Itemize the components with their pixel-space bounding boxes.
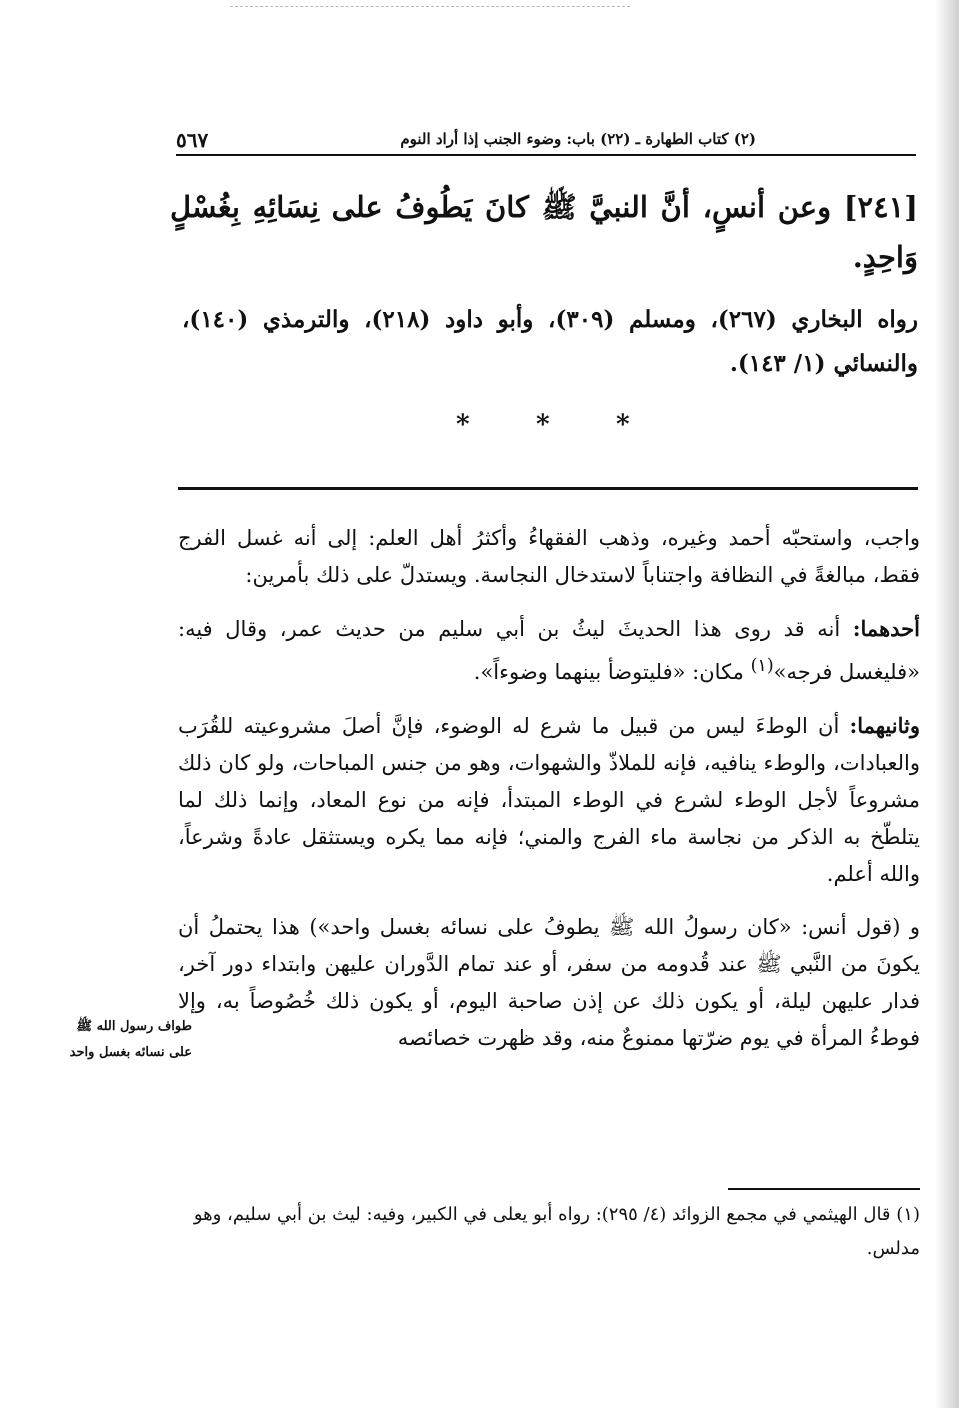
commentary-paragraph: واجب، واستحبّه أحمد وغيره، وذهب الفقهاءُ وأكثرُ أهل العلم: إلى أنه غسل الفرج فقط، مبالغةً في النظافة واجتناباً لاستدخال النجاسة. ويستدلّ على ذلك بأمرين: <box>178 526 920 587</box>
commentary-paragraph: و (قول أنس: «كان رسولُ الله ﷺ يطوفُ على نسائه بغسل واحد») هذا يحتملُ أن يكونَ من النَّبي ﷺ عند قُدومه من سفر، أو عند تمام الدَّوران عليهن وابتداء دور آخر، فدار عليهن ليلة، أو يكون ذلك عن إذن صاحبة اليوم، أو يكون ذلك خُصُوصاً به، وإلا فوطءُ المرأة في يوم ضرّتها ممنوعٌ منه، وقد ظهرت خصائصه <box>178 915 920 1050</box>
star-ornament: * <box>536 410 550 440</box>
section-separator-stars <box>420 410 680 440</box>
footnote <box>178 1198 920 1266</box>
commentary-text <box>178 520 920 1073</box>
section-divider <box>178 487 918 490</box>
page-number: ٥٦٧ <box>176 128 209 152</box>
footnote-marker: (١) <box>896 1204 920 1225</box>
hadith-number: [٢٤١] <box>843 190 918 224</box>
hadith-body: وعن أنسٍ، أنَّ النبيَّ ﷺ كانَ يَطُوفُ على نِسَائِهِ بِغُسْلٍ وَاحِدٍ. <box>170 190 918 274</box>
footnote-text: قال الهيثمي في مجمع الزوائد (٤/ ٢٩٥): رواه أبو يعلى في الكبير، وفيه: ليث بن أبي سليم، وهو مدلس. <box>193 1204 920 1259</box>
takhrij-references: رواه البخاري (٢٦٧)، ومسلم (٣٠٩)، وأبو داود (٢١٨)، والترمذي (١٤٠)، والنسائي (١/ ١٤٣). <box>182 306 918 377</box>
scan-page-edge <box>935 0 959 1408</box>
star-ornament: * <box>456 410 470 440</box>
footnote-separator <box>728 1188 920 1190</box>
running-header-title: (٢) كتاب الطهارة ـ (٢٢) باب: وضوء الجنب إذا أراد النوم <box>400 130 756 148</box>
paragraph-lead: أحدهما: <box>852 616 920 641</box>
commentary-paragraph: وثانيهما: أن الوطءَ ليس من قبيل ما شرع له الوضوء، فإنَّ أصلَ مشروعيته للقُرَب والعبادات، والوطء ينافيه، فإنه للملاذّ والشهوات، وهو من جنس المباحات، ولو كان ذلك مشروعاً لأجل الوطء لشرع في الوطء المبتدأ، فإنه من نوع المعاد، وإنما ذلك لما يتلطّخ به الذكر من نجاسة ماء الفرج والمني؛ فإنه مما يكره ويستثقل عادةً وشرعاً، والله أعلم. <box>178 713 920 886</box>
margin-note: طواف رسول الله ﷺ على نسائه بغسل واحد <box>69 1019 192 1060</box>
running-header <box>176 128 916 156</box>
paragraph-lead: وثانيهما: <box>849 713 920 738</box>
commentary-paragraph: أحدهما: أنه قد روى هذا الحديثَ ليثُ بن أبي سليم من حديث عمر، وقال فيه: «فليغسل فرجه»$^{(١)}$ مكان: «فليتوضأ بينهما وضوءاً». <box>178 616 920 684</box>
hadith-text-block <box>170 182 918 282</box>
scan-artifact-line <box>230 6 630 7</box>
star-ornament: * <box>616 410 630 440</box>
footnote-reference: (١) <box>750 656 774 676</box>
